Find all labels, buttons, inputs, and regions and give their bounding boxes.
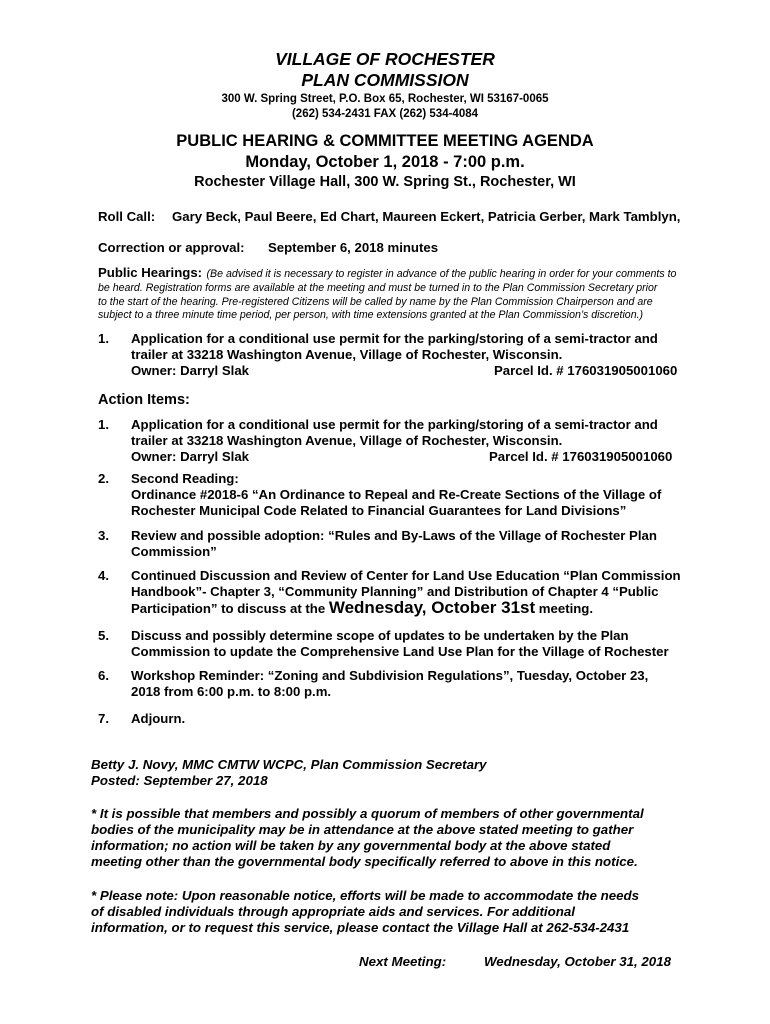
action-item-7-number: 7.: [98, 711, 109, 726]
action-item-1-line1: Application for a conditional use permit for the parking/storing of a semi-tractor and: [131, 417, 658, 432]
notice-1-line2: bodies of the municipality may be in attendance at the above stated meeting to gather: [91, 822, 634, 837]
public-hearing-item-1-line2: trailer at 33218 Washington Avenue, Village of Rochester, Wisconsin.: [131, 347, 563, 362]
action-item-5-line1: Discuss and possibly determine scope of updates to be undertaken by the Plan: [131, 628, 629, 643]
action-item-2-number: 2.: [98, 471, 109, 486]
next-meeting-date: Wednesday, October 31, 2018: [484, 954, 671, 969]
public-hearings-section: [98, 266, 720, 323]
correction-label: Correction or approval:: [98, 240, 245, 255]
public-hearings-note-2: be heard. Registration forms are available at the meeting and must be turned in to the Plan Commission Secretary prior: [98, 282, 658, 295]
action-item-1-number: 1.: [98, 417, 109, 432]
agenda-heading: PUBLIC HEARING & COMMITTEE MEETING AGENDA: [176, 132, 594, 150]
roll-call-names: Gary Beck, Paul Beere, Ed Chart, Maureen Eckert, Patricia Gerber, Mark Tamblyn,: [172, 209, 681, 224]
action-item-4-line3: [131, 599, 593, 617]
public-hearings-note-1: (Be advised it is necessary to register in advance of the public hearing in order for your comments to: [206, 268, 677, 280]
public-hearings-note-4: subject to a three minute time period, per person, with time extensions granted at the Plan Commission’s discretion.): [98, 309, 644, 322]
public-hearings-label: Public Hearings:: [98, 265, 203, 280]
agenda-location: Rochester Village Hall, 300 W. Spring St., Rochester, WI: [194, 174, 576, 190]
action-item-1-parcel: Parcel Id. # 176031905001060: [489, 449, 673, 464]
public-hearings-note-3: to the start of the hearing. Pre-registered Citizens will be called by name by the Plan Commission Chairperson and are: [98, 295, 653, 308]
agenda-datetime: Monday, October 1, 2018 - 7:00 p.m.: [245, 153, 525, 171]
action-item-2-line3: Rochester Municipal Code Related to Financial Guarantees for Land Divisions”: [131, 503, 627, 518]
action-item-6-line1: Workshop Reminder: “Zoning and Subdivision Regulations”, Tuesday, October 23,: [131, 668, 649, 683]
action-item-3-line2: Commission”: [131, 544, 217, 559]
action-item-6-number: 6.: [98, 668, 109, 683]
next-meeting-label: Next Meeting:: [359, 954, 447, 969]
action-item-4-number: 4.: [98, 568, 109, 583]
action-item-4-line2: Handbook”- Chapter 3, “Community Planning” and Distribution of Chapter 4 “Public: [131, 584, 659, 599]
header-subtitle: PLAN COMMISSION: [301, 70, 469, 90]
action-item-5-line2: Commission to update the Comprehensive Land Use Plan for the Village of Rochester: [131, 644, 669, 659]
action-item-4-line1: Continued Discussion and Review of Center for Land Use Education “Plan Commission: [131, 568, 681, 583]
notice-1-line3: information; no action will be taken by any governmental body at the above stated: [91, 838, 611, 853]
action-item-5-number: 5.: [98, 628, 109, 643]
signature-name: Betty J. Novy, MMC CMTW WCPC, Plan Commission Secretary: [91, 757, 487, 772]
notice-2-line1: * Please note: Upon reasonable notice, efforts will be made to accommodate the needs: [91, 888, 640, 903]
action-item-6-line2: 2018 from 6:00 p.m. to 8:00 p.m.: [131, 684, 332, 699]
action-item-3-number: 3.: [98, 528, 109, 543]
header-address: 300 W. Spring Street, P.O. Box 65, Rochester, WI 53167-0065: [221, 93, 549, 105]
action-items-label: Action Items:: [98, 392, 190, 408]
action-item-1-owner: Owner: Darryl Slak: [131, 449, 250, 464]
notice-2-line3: information, or to request this service, please contact the Village Hall at 262-534-2431: [91, 920, 630, 935]
item-number: 1.: [98, 331, 109, 346]
notice-1-line4: meeting other than the governmental body specifically referred to above in this notice.: [91, 854, 638, 869]
notice-2-line2: of disabled individuals through appropriate aids and services. For additional: [91, 904, 575, 919]
header-phone: (262) 534-2431 FAX (262) 534-4084: [291, 108, 479, 120]
roll-call-label: Roll Call:: [98, 209, 156, 224]
header-title: VILLAGE OF ROCHESTER: [275, 49, 495, 69]
item-text: Application for a conditional use permit for the parking/storing of a semi-tractor and: [131, 331, 658, 346]
public-hearing-item-1-parcel: Parcel Id. # 176031905001060: [494, 363, 678, 378]
highlighted-date: Wednesday, October 31st: [328, 598, 536, 617]
item-text: meeting.: [535, 601, 594, 616]
item-text: Participation” to discuss at the: [131, 601, 329, 616]
action-item-2-line2: Ordinance #2018-6 “An Ordinance to Repeal and Re-Create Sections of the Village of: [131, 487, 662, 502]
correction-value: September 6, 2018 minutes: [268, 240, 439, 255]
action-item-7-line1: Adjourn.: [131, 711, 186, 726]
action-item-3-line1: Review and possible adoption: “Rules and By-Laws of the Village of Rochester Plan: [131, 528, 657, 543]
notice-1-line1: * It is possible that members and possibly a quorum of members of other governmental: [91, 806, 644, 821]
public-hearing-item-1-owner: Owner: Darryl Slak: [131, 363, 250, 378]
action-item-2-line1: Second Reading:: [131, 471, 239, 486]
posted-date: Posted: September 27, 2018: [91, 773, 268, 788]
action-item-1-line2: trailer at 33218 Washington Avenue, Village of Rochester, Wisconsin.: [131, 433, 563, 448]
